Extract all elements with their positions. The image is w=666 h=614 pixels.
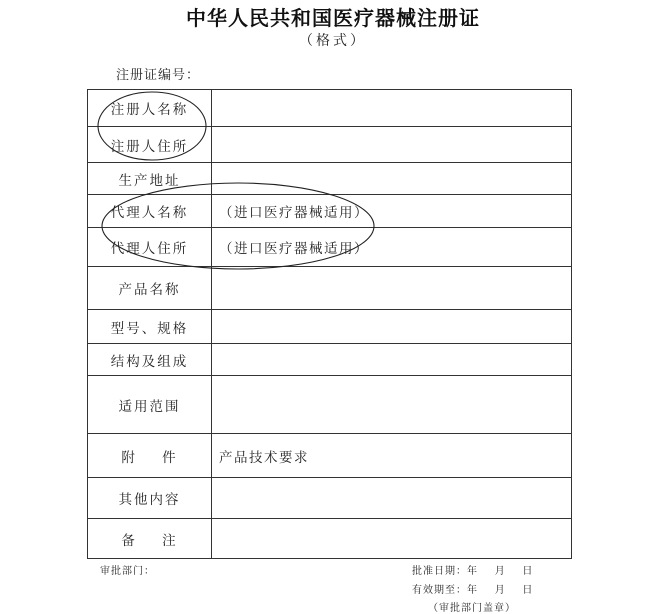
row-label-production-address: 生产地址: [88, 163, 212, 195]
row-value-agent-address: （进口医疗器械适用）: [212, 228, 572, 267]
table-row: [88, 90, 572, 127]
row-value-agent-name: （进口医疗器械适用）: [212, 195, 572, 228]
row-value-remarks: [212, 519, 572, 559]
table-row: [88, 519, 572, 559]
row-label-model-spec: 型号、规格: [88, 310, 212, 344]
row-value-registrant-address: [212, 127, 572, 163]
row-value-other-content: [212, 478, 572, 519]
table-row: [88, 376, 572, 434]
row-value-scope: [212, 376, 572, 434]
table-row: [88, 163, 572, 195]
table-row: [88, 344, 572, 376]
row-value-attachment: 产品技术要求: [212, 434, 572, 478]
row-label-registrant-address: 注册人住所: [88, 127, 212, 163]
certificate-table: [87, 89, 572, 559]
row-value-model-spec: [212, 310, 572, 344]
row-label-registrant-name: 注册人名称: [88, 90, 212, 127]
row-label-attachment: 附 件: [88, 434, 212, 478]
table-row: [88, 127, 572, 163]
table-row: [88, 434, 572, 478]
row-value-registrant-name: [212, 90, 572, 127]
table-row: [88, 195, 572, 228]
table-row: [88, 267, 572, 310]
table-row: [88, 228, 572, 267]
row-label-structure: 结构及组成: [88, 344, 212, 376]
seal-note: （审批部门盖章）: [428, 603, 516, 614]
row-value-product-name: [212, 267, 572, 310]
row-label-agent-address: 代理人住所: [88, 228, 212, 267]
row-label-remarks: 备 注: [88, 519, 212, 559]
row-label-other-content: 其他内容: [88, 478, 212, 519]
page-subtitle: （格式）: [299, 33, 367, 49]
registration-number-label: 注册证编号：: [116, 68, 201, 83]
row-label-scope: 适用范围: [88, 376, 212, 434]
approval-date-label: 批准日期：年 月 日: [412, 566, 534, 577]
row-value-production-address: [212, 163, 572, 195]
table-row: [88, 478, 572, 519]
row-label-product-name: 产品名称: [88, 267, 212, 310]
approval-department-label: 审批部门：: [100, 566, 155, 577]
valid-until-label: 有效期至：年 月 日: [412, 585, 534, 596]
row-value-structure: [212, 344, 572, 376]
page-title: 中华人民共和国医疗器械注册证: [186, 6, 480, 30]
row-label-agent-name: 代理人名称: [88, 195, 212, 228]
table-row: [88, 310, 572, 344]
